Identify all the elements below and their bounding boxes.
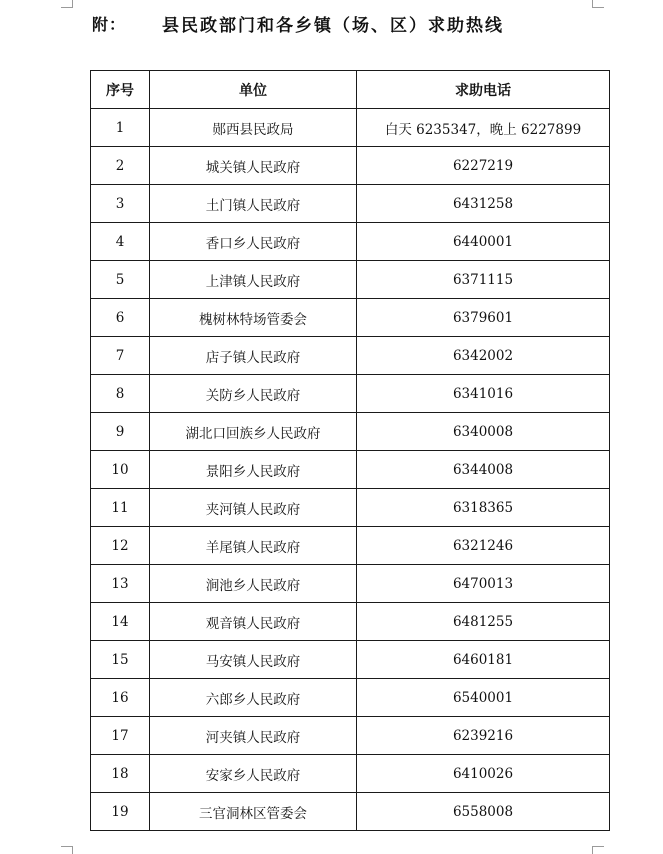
cell-seq: 5 — [91, 261, 150, 299]
table-row — [91, 375, 610, 413]
table-row — [91, 261, 610, 299]
page-corner-mark — [592, 7, 604, 8]
cell-seq: 6 — [91, 299, 150, 337]
table-row — [91, 299, 610, 337]
cell-phone: 6371115 — [357, 261, 610, 299]
cell-unit: 羊尾镇人民政府 — [150, 527, 357, 565]
cell-unit: 三官洞林区管委会 — [150, 793, 357, 831]
cell-unit: 涧池乡人民政府 — [150, 565, 357, 603]
cell-unit: 六郎乡人民政府 — [150, 679, 357, 717]
cell-unit: 关防乡人民政府 — [150, 375, 357, 413]
cell-seq: 12 — [91, 527, 150, 565]
cell-phone: 6318365 — [357, 489, 610, 527]
cell-phone: 6227219 — [357, 147, 610, 185]
cell-seq: 19 — [91, 793, 150, 831]
cell-phone: 6470013 — [357, 565, 610, 603]
cell-phone: 6341016 — [357, 375, 610, 413]
page-corner-mark — [592, 846, 593, 854]
cell-seq: 2 — [91, 147, 150, 185]
cell-seq: 18 — [91, 755, 150, 793]
table-row — [91, 451, 610, 489]
cell-seq: 7 — [91, 337, 150, 375]
cell-phone: 6481255 — [357, 603, 610, 641]
cell-unit: 城关镇人民政府 — [150, 147, 357, 185]
cell-phone: 白天 6235347，晚上 6227899 — [357, 109, 610, 147]
table-row — [91, 793, 610, 831]
cell-unit: 观音镇人民政府 — [150, 603, 357, 641]
column-header-unit: 单位 — [150, 71, 357, 109]
table-row — [91, 641, 610, 679]
cell-phone: 6431258 — [357, 185, 610, 223]
cell-phone: 6342002 — [357, 337, 610, 375]
cell-unit: 槐树林特场管委会 — [150, 299, 357, 337]
title-prefix: 附： — [92, 15, 127, 34]
cell-seq: 9 — [91, 413, 150, 451]
column-header-phone: 求助电话 — [357, 71, 610, 109]
page-corner-mark — [61, 846, 73, 847]
cell-unit: 马安镇人民政府 — [150, 641, 357, 679]
cell-unit: 安家乡人民政府 — [150, 755, 357, 793]
cell-phone: 6239216 — [357, 717, 610, 755]
table-row — [91, 527, 610, 565]
cell-phone: 6410026 — [357, 755, 610, 793]
table-row — [91, 109, 610, 147]
cell-unit: 上津镇人民政府 — [150, 261, 357, 299]
cell-unit: 夹河镇人民政府 — [150, 489, 357, 527]
table-header-row — [91, 71, 610, 109]
cell-seq: 15 — [91, 641, 150, 679]
cell-unit: 店子镇人民政府 — [150, 337, 357, 375]
cell-seq: 17 — [91, 717, 150, 755]
page-corner-mark — [592, 846, 604, 847]
cell-unit: 景阳乡人民政府 — [150, 451, 357, 489]
table-row — [91, 223, 610, 261]
cell-seq: 4 — [91, 223, 150, 261]
cell-unit: 河夹镇人民政府 — [150, 717, 357, 755]
cell-unit: 郧西县民政局 — [150, 109, 357, 147]
cell-seq: 8 — [91, 375, 150, 413]
cell-unit: 湖北口回族乡人民政府 — [150, 413, 357, 451]
cell-seq: 3 — [91, 185, 150, 223]
table-row — [91, 337, 610, 375]
hotline-table — [90, 70, 610, 831]
cell-phone: 6340008 — [357, 413, 610, 451]
page-title: 县民政部门和各乡镇（场、区）求助热线 — [162, 16, 504, 36]
cell-seq: 1 — [91, 109, 150, 147]
page-corner-mark — [592, 0, 593, 7]
table-row — [91, 489, 610, 527]
table-row — [91, 413, 610, 451]
cell-phone: 6540001 — [357, 679, 610, 717]
page-corner-mark — [72, 0, 73, 7]
page-corner-mark — [61, 7, 73, 8]
table-row — [91, 185, 610, 223]
cell-seq: 14 — [91, 603, 150, 641]
table-row — [91, 755, 610, 793]
table-row — [91, 717, 610, 755]
cell-phone: 6558008 — [357, 793, 610, 831]
cell-seq: 13 — [91, 565, 150, 603]
cell-phone: 6379601 — [357, 299, 610, 337]
page-corner-mark — [72, 846, 73, 854]
cell-phone: 6344008 — [357, 451, 610, 489]
cell-seq: 11 — [91, 489, 150, 527]
table-row — [91, 679, 610, 717]
cell-phone: 6460181 — [357, 641, 610, 679]
table-row — [91, 565, 610, 603]
cell-phone: 6440001 — [357, 223, 610, 261]
cell-unit: 香口乡人民政府 — [150, 223, 357, 261]
table-row — [91, 603, 610, 641]
table-row — [91, 147, 610, 185]
cell-seq: 16 — [91, 679, 150, 717]
column-header-seq: 序号 — [91, 71, 150, 109]
cell-seq: 10 — [91, 451, 150, 489]
cell-unit: 土门镇人民政府 — [150, 185, 357, 223]
cell-phone: 6321246 — [357, 527, 610, 565]
